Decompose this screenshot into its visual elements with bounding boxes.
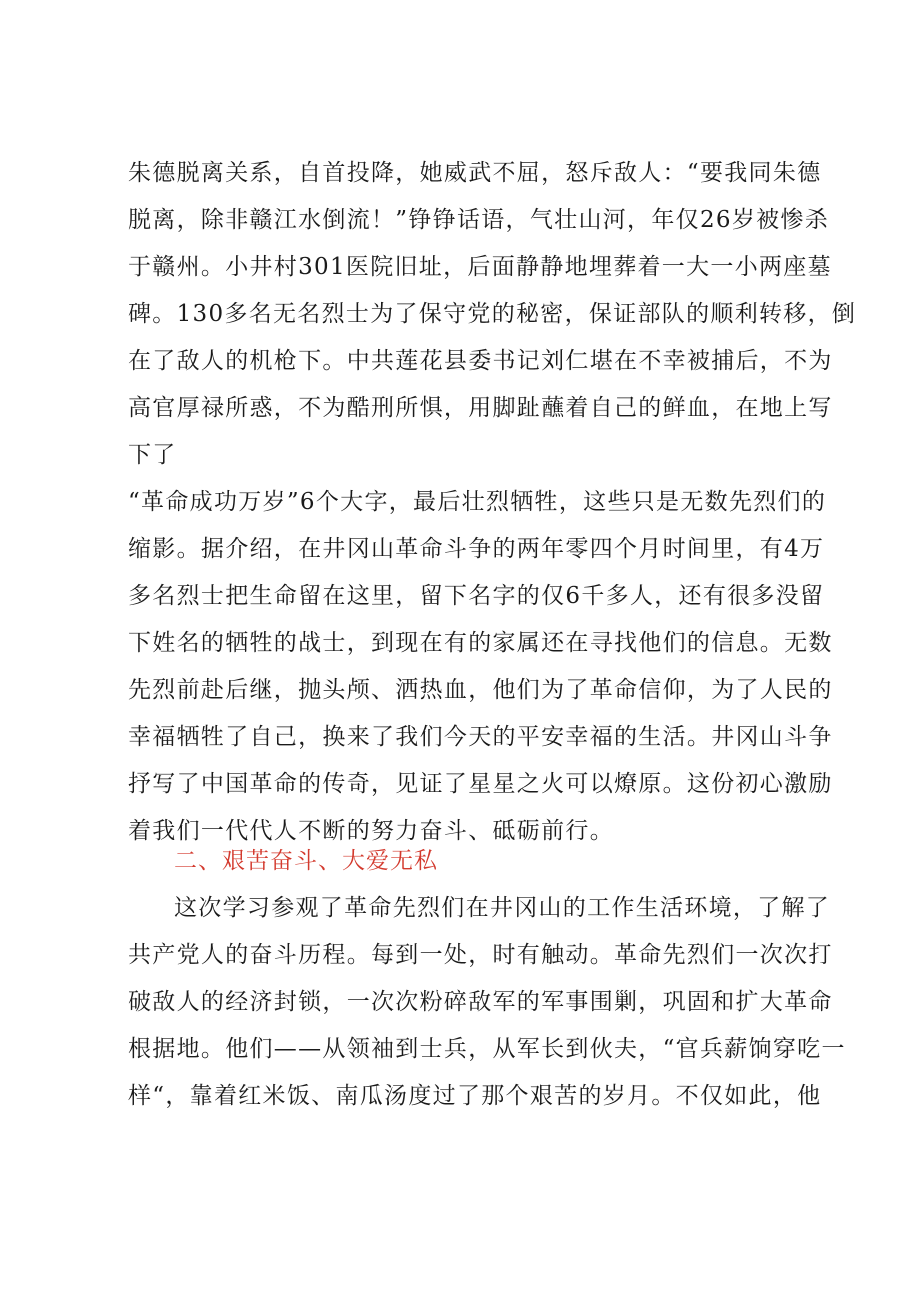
text-line: 于赣州。小井村301医院旧址，后面静静地埋葬着一大一小两座墓 [128,254,832,280]
text-line: “革命成功万岁”6个大字，最后壮烈牺牲，这些只是无数先烈们的 [128,489,827,515]
text-line: 着我们一代代人不断的努力奋斗、砥砺前行。 [128,818,614,844]
section-heading: 二、艰苦奋斗、大爱无私 [174,848,438,874]
text-line: 共产党人的奋斗历程。每到一处，时有触动。革命先烈们一次次打 [128,942,833,968]
text-line: 下了 [128,442,177,468]
text-line: 这次学习参观了革命先烈们在井冈山的工作生活环境，了解了 [174,895,831,921]
text-line: 抒写了中国革命的传奇，见证了星星之火可以燎原。这份初心激励 [128,771,833,797]
text-line: 碑。130多名无名烈士为了保守党的秘密，保证部队的顺利转移，倒 [128,301,857,327]
text-line: 幸福牺牲了自己，换来了我们今天的平安幸福的生活。井冈山斗争 [128,724,833,750]
text-line: 朱德脱离关系，自首投降，她威武不屈，怒斥敌人：“要我同朱德 [128,160,822,186]
text-line: 缩影。据介绍，在井冈山革命斗争的两年零四个月时间里，有4万 [128,536,825,562]
text-line: 根据地。他们——从领袖到士兵，从军长到伙夫，“官兵薪饷穿吃一 [128,1036,846,1062]
text-line: 多名烈士把生命留在这里，留下名字的仅6千多人，还有很多没留 [128,583,825,609]
text-line: 破敌人的经济封锁，一次次粉碎敌军的军事围剿，巩固和扩大革命 [128,989,833,1015]
text-line: 在了敌人的机枪下。中共莲花县委书记刘仁堪在不幸被捕后，不为 [128,348,833,374]
paragraph-2 [128,479,833,855]
text-line: 脱离，除非赣江水倒流！”铮铮话语，气壮山河，年仅26岁被惨杀 [128,207,830,233]
text-line: 样“，靠着红米饭、南瓜汤度过了那个艰苦的岁月。不仅如此，他 [128,1083,822,1109]
paragraph-3 [128,885,846,1120]
text-line: 先烈前赴后继，抛头颅、洒热血，他们为了革命信仰，为了人民的 [128,677,833,703]
paragraph-1 [128,150,857,479]
text-line: 下姓名的牺牲的战士，到现在有的家属还在寻找他们的信息。无数 [128,630,833,656]
text-line: 高官厚禄所惑，不为酷刑所惧，用脚趾蘸着自己的鲜血，在地上写 [128,395,833,421]
